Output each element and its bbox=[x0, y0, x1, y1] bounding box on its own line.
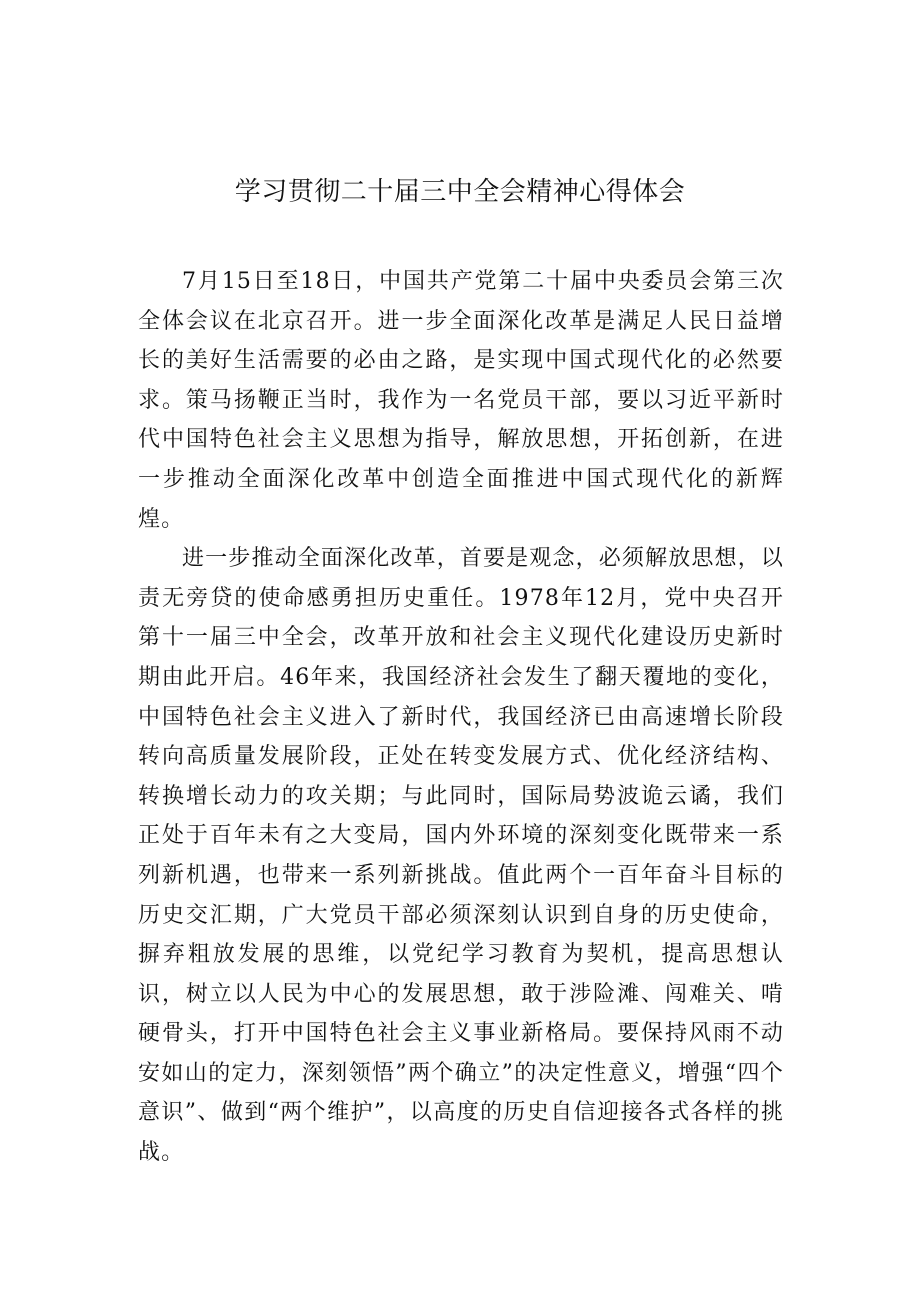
document-title: 学习贯彻二十届三中全会精神心得体会 bbox=[234, 177, 686, 207]
paragraph-2: 进一步推动全面深化改革，首要是观念，必须解放思想，以责无旁贷的使命感勇担历史重任。1978年12月，党中央召开第十一届三中全会，改革开放和社会主义现代化建设历史新时期由此开启。46年来，我国经济社会发生了翻天覆地的变化，中国特色社会主义进入了新时代，我国经济已由高速增长阶段转向高质量发展阶段，正处在转变发展方式、优化经济结构、转换增长动力的攻关期；与此同时，国际局势波诡云谲，我们正处于百年未有之大变局，国内外环境的深刻变化既带来一系列新机遇，也带来一系列新挑战。值此两个一百年奋斗目标的历史交汇期，广大党员干部必须深刻认识到自身的历史使命，摒弃粗放发展的思维，以党纪学习教育为契机，提高思想认识，树立以人民为中心的发展思想，敢于涉险滩、闯难关、啃硬骨头，打开中国特色社会主义事业新格局。要保持风雨不动安如山的定力，深刻领悟”两个确立”的决定性意义，增强“四个意识”、做到“两个维护”，以高度的历史自信迎接各式各样的挑战。 bbox=[138, 546, 784, 1166]
document-body bbox=[138, 262, 784, 1173]
paragraph-1: 7月15日至18日，中国共产党第二十届中央委员会第三次全体会议在北京召开。进一步全面深化改革是满足人民日益增长的美好生活需要的必由之路，是实现中国式现代化的必然要求。策马扬鞭正当时，我作为一名党员干部，要以习近平新时代中国特色社会主义思想为指导，解放思想，开拓创新，在进一步推动全面深化改革中创造全面推进中国式现代化的新辉煌。 bbox=[138, 269, 784, 532]
